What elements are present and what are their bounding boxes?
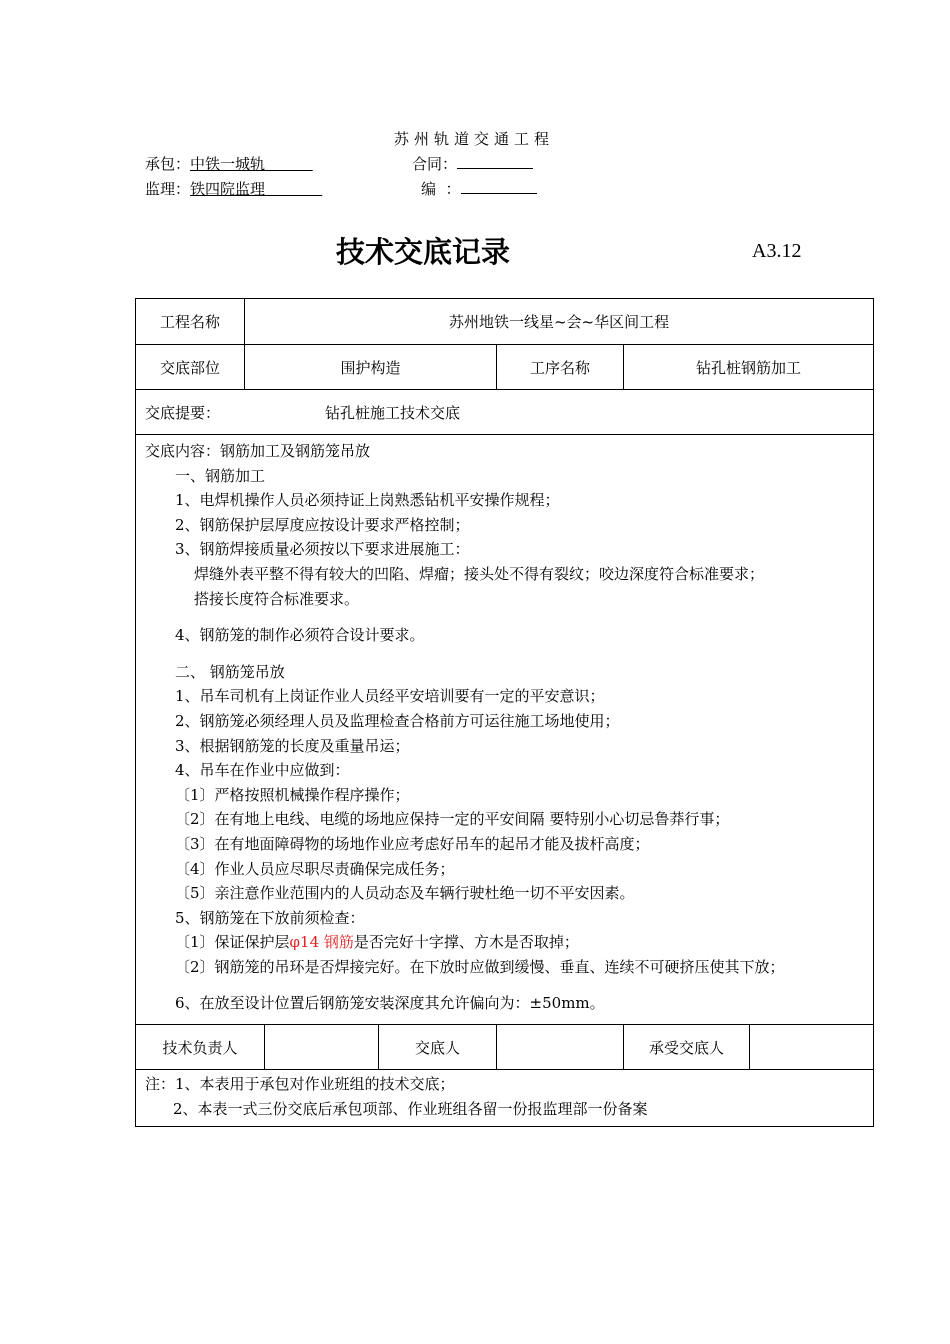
list-item: 6、在放至设计位置后钢筋笼安装深度其允许偏向为：±50mm。	[175, 994, 605, 1013]
number-label: 编 ：	[421, 180, 461, 198]
list-subitem: 〔1〕严格按照机械操作程序操作；	[175, 785, 410, 804]
content-row	[136, 435, 874, 1025]
contract-label: 合同：	[412, 155, 458, 173]
list-subitem: 〔4〕作业人员应尽职尽责确保完成任务；	[175, 859, 455, 878]
list-subitem: 〔3〕在有地面障碍物的场地作业应考虑好吊车的起吊才能及拔杆高度；	[175, 834, 650, 853]
receiver-label: 承受交底人	[624, 1025, 750, 1070]
contract-blank	[457, 167, 533, 169]
process-label: 工序名称	[497, 345, 624, 390]
signature-row	[136, 1025, 874, 1070]
highlighted-text: φ14 钢筋	[289, 933, 354, 952]
note-line: 注：1、本表用于承包对作业班组的技术交底；	[145, 1075, 455, 1094]
project-name-value: 苏州地铁一线星~会~华区间工程	[245, 299, 874, 345]
project-name-row	[136, 299, 874, 345]
tech-lead-label: 技术负责人	[136, 1025, 265, 1070]
contractor-label: 承包：	[145, 155, 191, 173]
contract-row	[412, 153, 533, 174]
list-subitem: 〔5〕亲注意作业范围内的人员动态及车辆行驶杜绝一切不平安因素。	[175, 884, 635, 903]
supervisor-value: 铁四院监理	[190, 180, 266, 198]
discloser-signature	[497, 1025, 624, 1070]
notes-cell	[136, 1070, 874, 1127]
list-item: 4、钢筋笼的制作必须符合设计要求。	[175, 626, 425, 645]
summary-cell	[136, 390, 874, 435]
contractor-value: 中铁一城轨	[190, 155, 266, 173]
discloser-label: 交底人	[379, 1025, 497, 1070]
record-table	[135, 298, 874, 1127]
number-row	[421, 178, 537, 199]
list-subitem: 搭接长度符合标准要求。	[194, 589, 360, 608]
org-title: 苏州轨道交通工程	[394, 130, 555, 148]
summary-label: 交底提要：	[145, 403, 221, 422]
note-line: 2、本表一式三份交底后承包项部、作业班组各留一份报监理部一份备案	[173, 1100, 648, 1119]
process-value: 钻孔桩钢筋加工	[624, 345, 874, 390]
list-subitem: 〔2〕钢筋笼的吊环是否焊接完好。在下放时应做到缓慢、垂直、连续不可硬挤压使其下放；	[175, 957, 785, 976]
project-name-label: 工程名称	[136, 299, 245, 345]
list-item: 4、吊车在作业中应做到：	[175, 761, 350, 780]
part-value: 围护构造	[245, 345, 497, 390]
section1-title: 一、钢筋加工	[175, 466, 266, 485]
notes-row	[136, 1070, 874, 1127]
content-title: 交底内容：钢筋加工及钢筋笼吊放	[145, 442, 371, 460]
section2-title: 二、 钢筋笼吊放	[175, 662, 285, 681]
supervisor-label: 监理：	[145, 180, 191, 198]
list-subitem: 〔2〕在有地上电线、电缆的场地应保持一定的平安间隔 要特别小心切忌鲁莽行事；	[175, 810, 730, 829]
content-cell	[136, 435, 874, 1025]
list-item: 2、钢筋笼必须经理人员及监理检查合格前方可运往施工场地使用；	[175, 711, 620, 730]
list-subitem: 〔1〕保证保护层φ14 钢筋是否完好十字撑、方木是否取掉；	[175, 933, 579, 952]
tech-lead-signature	[265, 1025, 379, 1070]
list-item: 2、钢筋保护层厚度应按设计要求严格控制；	[175, 515, 470, 534]
list-item: 1、电焊机操作人员必须持证上岗熟悉钻机平安操作规程；	[175, 491, 560, 510]
list-item: 3、根据钢筋笼的长度及重量吊运；	[175, 736, 410, 755]
number-blank	[461, 192, 537, 194]
contractor-row	[145, 153, 313, 174]
list-item: 5、钢筋笼在下放前须检查：	[175, 908, 365, 927]
supervisor-row	[145, 178, 322, 199]
part-label: 交底部位	[136, 345, 245, 390]
part-row	[136, 345, 874, 390]
list-item: 3、钢筋焊接质量必须按以下要求进展施工：	[175, 540, 470, 559]
summary-value: 钻孔桩施工技术交底	[325, 403, 461, 422]
summary-row	[136, 390, 874, 435]
receiver-signature	[750, 1025, 874, 1070]
document-title: 技术交底记录	[336, 235, 511, 269]
list-item: 1、吊车司机有上岗证作业人员经平安培训要有一定的平安意识；	[175, 687, 605, 706]
list-subitem: 焊缝外表平整不得有较大的凹陷、焊瘤；接头处不得有裂纹；咬边深度符合标准要求；	[194, 564, 765, 583]
form-code: A3.12	[752, 240, 802, 262]
